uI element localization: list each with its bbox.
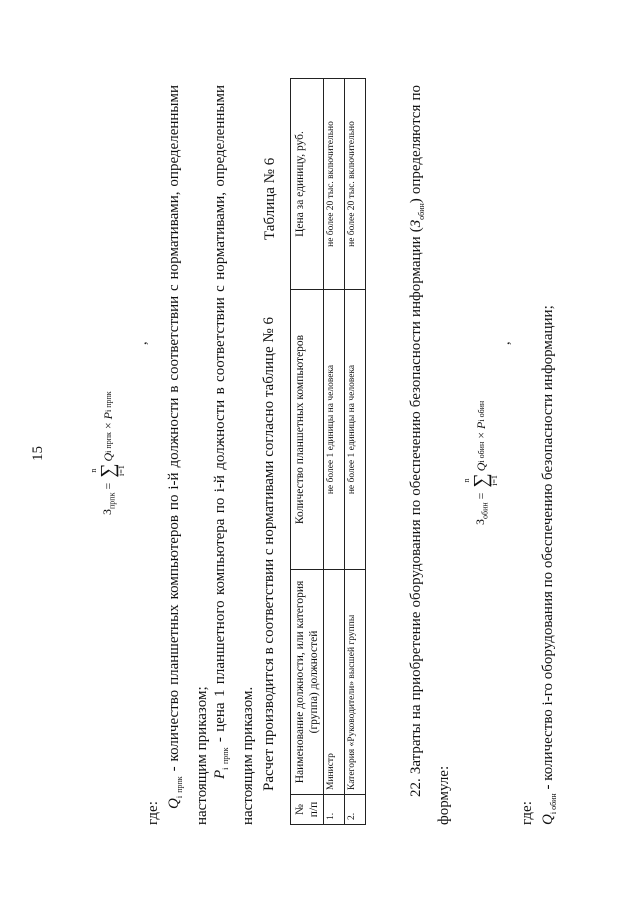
norms-table (290, 78, 366, 825)
header-price: Цена за единицу, руб. (291, 79, 324, 290)
header-number: № п/п (291, 795, 324, 825)
cell-price: не более 20 тыс. включительно (345, 79, 366, 290)
formula-lhs: $З_{прпк}$ (99, 492, 117, 515)
table-row (324, 79, 345, 825)
formula-tablet-costs: $З_{прпк}$ = n ∑ i=1 Q i прпк × P i прпк (89, 391, 126, 515)
page-number: 15 (30, 446, 46, 461)
sum-symbol: n ∑ i=1 (89, 463, 126, 478)
table-row (345, 79, 366, 825)
formula1-comma: , (135, 341, 150, 345)
cell-quantity: не более 1 единицы на человека (345, 290, 366, 570)
definition-p-prpk: $P_{i прпк}$ - цена 1 планшетного компьютера по i-й должности в соответствии с нормативами, определенными настоящим приказом. (212, 85, 256, 825)
cell-position: Министр (324, 570, 345, 795)
cell-price: не более 20 тыс. включительно (324, 79, 345, 290)
table-caption: Таблица № 6 (262, 157, 278, 240)
cell-quantity: не более 1 единицы на человека (324, 290, 345, 570)
where-label-2: где: (519, 801, 535, 825)
cell-number: 2. (345, 795, 366, 825)
formula-lhs: $З_{обин}$ (472, 502, 490, 525)
definition-q-obin: $Q_{i обин}$ - количество i-го оборудования по обеспечению безопасности информации; (540, 305, 558, 825)
calc-statement: Расчет производится в соответствии с нормативами согласно таблице № 6 (261, 317, 277, 791)
header-quantity: Количество планшетных компьютеров (291, 290, 324, 570)
cell-number: 1. (324, 795, 345, 825)
cell-position: Категория «Руководители» высшей группы (345, 570, 366, 795)
where-label: где: (145, 801, 161, 825)
formula-security-costs: $З_{обин}$ = n ∑ i=1 Q i обин × P i обин (462, 400, 499, 525)
formula2-comma: , (498, 341, 513, 345)
paragraph-22: 22. Затраты на приобретение оборудования по обеспечению безопасности информации $(З_{обин})$ определяются по формуле: (408, 85, 452, 825)
definition-q-prpk: $Q_{i прпк}$ - количество планшетных компьютеров по i-й должности в соответствии с нормативами, определенными настоящим приказом; (166, 84, 210, 825)
sum-symbol: n ∑ i=1 (462, 473, 499, 488)
table-header-row (291, 79, 324, 825)
header-position: Наименование должности, или категория (группа) должностей (291, 570, 324, 795)
